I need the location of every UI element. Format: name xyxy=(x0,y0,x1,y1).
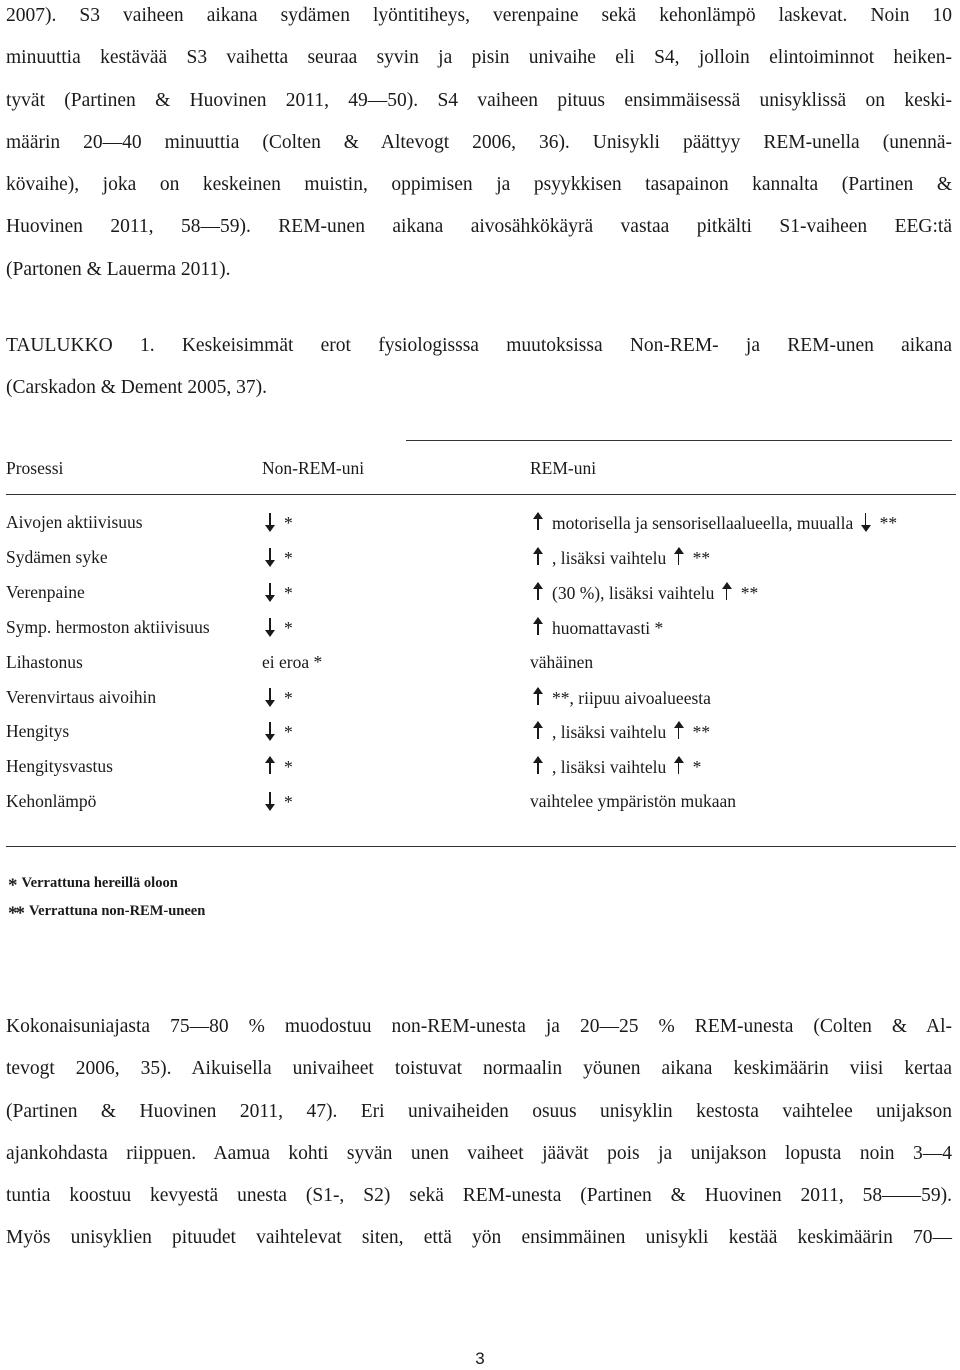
text-line: Myös unisyklien pituudet vaihtelevat siten, että yön ensimmäinen unisykli kestää keskimäärin 70— xyxy=(6,1227,952,1249)
text-line: tevogt 2006, 35). Aikuisella univaiheet toistuvat normaalin yöunen aikana keskimäärin viisi kertaa xyxy=(6,1058,952,1080)
header-process: Prosessi xyxy=(6,458,64,478)
table-row xyxy=(6,756,956,780)
nonrem-value: * xyxy=(284,757,293,778)
arrow-down-icon xyxy=(262,582,278,602)
cell-rem xyxy=(530,617,663,639)
table-bottom-rule xyxy=(6,846,956,847)
body-paragraph-1 xyxy=(6,0,952,291)
cell-rem xyxy=(530,582,758,604)
rem-value: vaihtelee ympäristön mukaan xyxy=(530,791,737,812)
arrow-up-icon xyxy=(530,721,546,741)
footnote-mark: * xyxy=(8,875,16,896)
arrow-up-icon xyxy=(530,756,546,776)
cell-nonrem xyxy=(262,582,293,604)
caption-line: TAULUKKO 1. Keskeisimmät erot fysiologisssa muutoksissa Non-REM- ja REM-unen aikana xyxy=(6,335,952,356)
rem-value: , lisäksi vaihtelu xyxy=(552,757,667,778)
rem-value: motorisella ja sensorisellaalueella, muualla xyxy=(552,513,854,533)
table-row xyxy=(6,512,956,536)
cell-process xyxy=(6,652,83,673)
caption-line: (Carskadon & Dement 2005, 37). xyxy=(6,377,268,399)
text-line: minuuttia kestävää S3 vaihetta seuraa syvin ja pisin univaihe eli S4, jolloin elintoiminnot heiken- xyxy=(6,47,952,69)
arrow-up-icon xyxy=(530,617,546,637)
cell-rem xyxy=(530,687,711,709)
cell-process xyxy=(6,547,108,568)
cell-process xyxy=(6,756,113,777)
table-row xyxy=(6,687,956,711)
table-row xyxy=(6,547,956,571)
process-label: Sydämen syke xyxy=(6,546,108,567)
table-row xyxy=(6,617,956,641)
cell-nonrem xyxy=(262,547,293,569)
process-label: Aivojen aktiivisuus xyxy=(6,512,143,532)
arrow-down-icon xyxy=(262,687,278,707)
text-line: tuntia koostuu kevyestä unesta (S1-, S2) sekä REM-unesta (Partinen & Huovinen 2011, 58——59). xyxy=(6,1185,952,1207)
arrow-up-icon xyxy=(671,547,687,567)
cell-rem xyxy=(530,512,897,534)
footnote-text: Verrattuna hereillä oloon xyxy=(21,875,178,891)
rem-extra-value: ** xyxy=(879,513,898,533)
text-line: Kokonaisuniajasta 75—80 % muodostuu non-REM-unesta ja 20—25 % REM-unesta (Colten & Al- xyxy=(6,1016,952,1037)
text-line: Huovinen 2011, 58—59). REM-unen aikana aivosähkökäyrä vastaa pitkälti S1-vaiheen EEG:tä xyxy=(6,216,952,238)
nonrem-value: * xyxy=(284,547,293,568)
nonrem-value: * xyxy=(284,582,293,603)
text-line: tyvät (Partinen & Huovinen 2011, 49—50). S4 vaiheen pituus ensimmäisessä unisyklissä on keski- xyxy=(6,89,952,111)
arrow-up-icon xyxy=(530,512,546,532)
process-label: Lihastonus xyxy=(6,651,83,672)
rem-value: vähäinen xyxy=(530,651,594,672)
nonrem-value: * xyxy=(284,513,293,533)
arrow-down-icon xyxy=(262,617,278,637)
cell-nonrem xyxy=(262,721,293,743)
footnote-mark: ** xyxy=(8,903,23,924)
header-rem: REM-uni xyxy=(530,458,597,478)
arrow-up-icon xyxy=(530,687,546,707)
text-line: (Partonen & Lauerma 2011). xyxy=(6,258,231,280)
text-line: ajankohdasta riippuen. Aamua kohti syvän unen vaiheet jäävät pois ja unijakson lopusta noin 3—4 xyxy=(6,1142,952,1164)
cell-process xyxy=(6,582,85,603)
process-label: Hengitysvastus xyxy=(6,756,113,777)
rem-value: (30 %), lisäksi vaihtelu xyxy=(552,582,715,603)
body-paragraph-2 xyxy=(6,1006,952,1260)
footnote-single-asterisk xyxy=(8,875,178,897)
cell-nonrem xyxy=(262,791,293,813)
text-line: kövaihe), joka on keskeinen muistin, oppimisen ja psyykkisen tasapainon kannalta (Partinen & xyxy=(6,174,952,196)
arrow-down-icon xyxy=(262,721,278,741)
cell-nonrem xyxy=(262,512,293,534)
rem-value: **, riipuu aivoalueesta xyxy=(552,687,711,708)
cell-nonrem xyxy=(262,687,293,709)
table-header-rule xyxy=(6,494,956,495)
cell-nonrem xyxy=(262,756,293,778)
header-nonrem: Non-REM-uni xyxy=(262,458,365,478)
cell-process xyxy=(6,721,69,742)
cell-process xyxy=(6,512,143,533)
nonrem-value: * xyxy=(284,722,293,743)
cell-nonrem xyxy=(262,617,293,639)
rem-extra-value: * xyxy=(692,757,702,778)
process-label: Verenpaine xyxy=(6,581,85,602)
cell-process xyxy=(6,687,156,708)
nonrem-value: * xyxy=(284,792,293,813)
table-row xyxy=(6,721,956,745)
table-caption xyxy=(6,325,952,410)
rem-extra-value: ** xyxy=(692,722,711,743)
rem-value: huomattavasti * xyxy=(552,617,664,638)
rem-value: , lisäksi vaihtelu xyxy=(552,547,667,568)
cell-rem xyxy=(530,652,593,673)
text-line: (Partinen & Huovinen 2011, 47). Eri univaiheiden osuus unisyklin kestosta vaihtelee unijakson xyxy=(6,1100,952,1122)
arrow-down-icon xyxy=(262,547,278,567)
table-row xyxy=(6,652,956,676)
nonrem-value: * xyxy=(284,687,293,708)
text-line: määrin 20—40 minuuttia (Colten & Altevogt 2006, 36). Unisykli päättyy REM-unella (unennä- xyxy=(6,131,952,153)
cell-nonrem xyxy=(262,652,322,673)
footnote-text: Verrattuna non-REM-uneen xyxy=(29,903,206,919)
rem-extra-value: ** xyxy=(740,582,759,603)
arrow-up-icon xyxy=(719,582,735,602)
table-row xyxy=(6,582,956,606)
nonrem-value: ei eroa * xyxy=(262,651,323,672)
arrow-up-icon xyxy=(530,582,546,602)
process-label: Verenvirtaus aivoihin xyxy=(6,686,157,707)
process-label: Kehonlämpö xyxy=(6,791,97,812)
rem-extra-value: ** xyxy=(692,547,711,568)
cell-rem xyxy=(530,547,710,569)
rem-value: , lisäksi vaihtelu xyxy=(552,722,667,743)
arrow-down-icon xyxy=(858,512,874,532)
footnote-double-asterisk xyxy=(8,903,205,925)
process-label: Hengitys xyxy=(6,721,70,742)
cell-rem xyxy=(530,791,736,812)
cell-process xyxy=(6,791,96,812)
nonrem-value: * xyxy=(284,617,293,638)
arrow-down-icon xyxy=(262,512,278,532)
process-label: Symp. hermoston aktiivisuus xyxy=(6,616,210,637)
cell-process xyxy=(6,617,210,638)
arrow-up-icon xyxy=(530,547,546,567)
arrow-up-icon xyxy=(262,756,278,776)
arrow-down-icon xyxy=(262,791,278,811)
cell-rem xyxy=(530,756,701,778)
text-line: 2007). S3 vaiheen aikana sydämen lyöntitiheys, verenpaine sekä kehonlämpö laskevat. Noin 10 xyxy=(6,5,952,26)
arrow-up-icon xyxy=(671,721,687,741)
cell-rem xyxy=(530,721,710,743)
table-top-rule xyxy=(406,440,952,441)
table-row xyxy=(6,791,956,815)
arrow-up-icon xyxy=(671,756,687,776)
page-number: 3 xyxy=(475,1349,485,1368)
table-header-row xyxy=(6,458,956,482)
